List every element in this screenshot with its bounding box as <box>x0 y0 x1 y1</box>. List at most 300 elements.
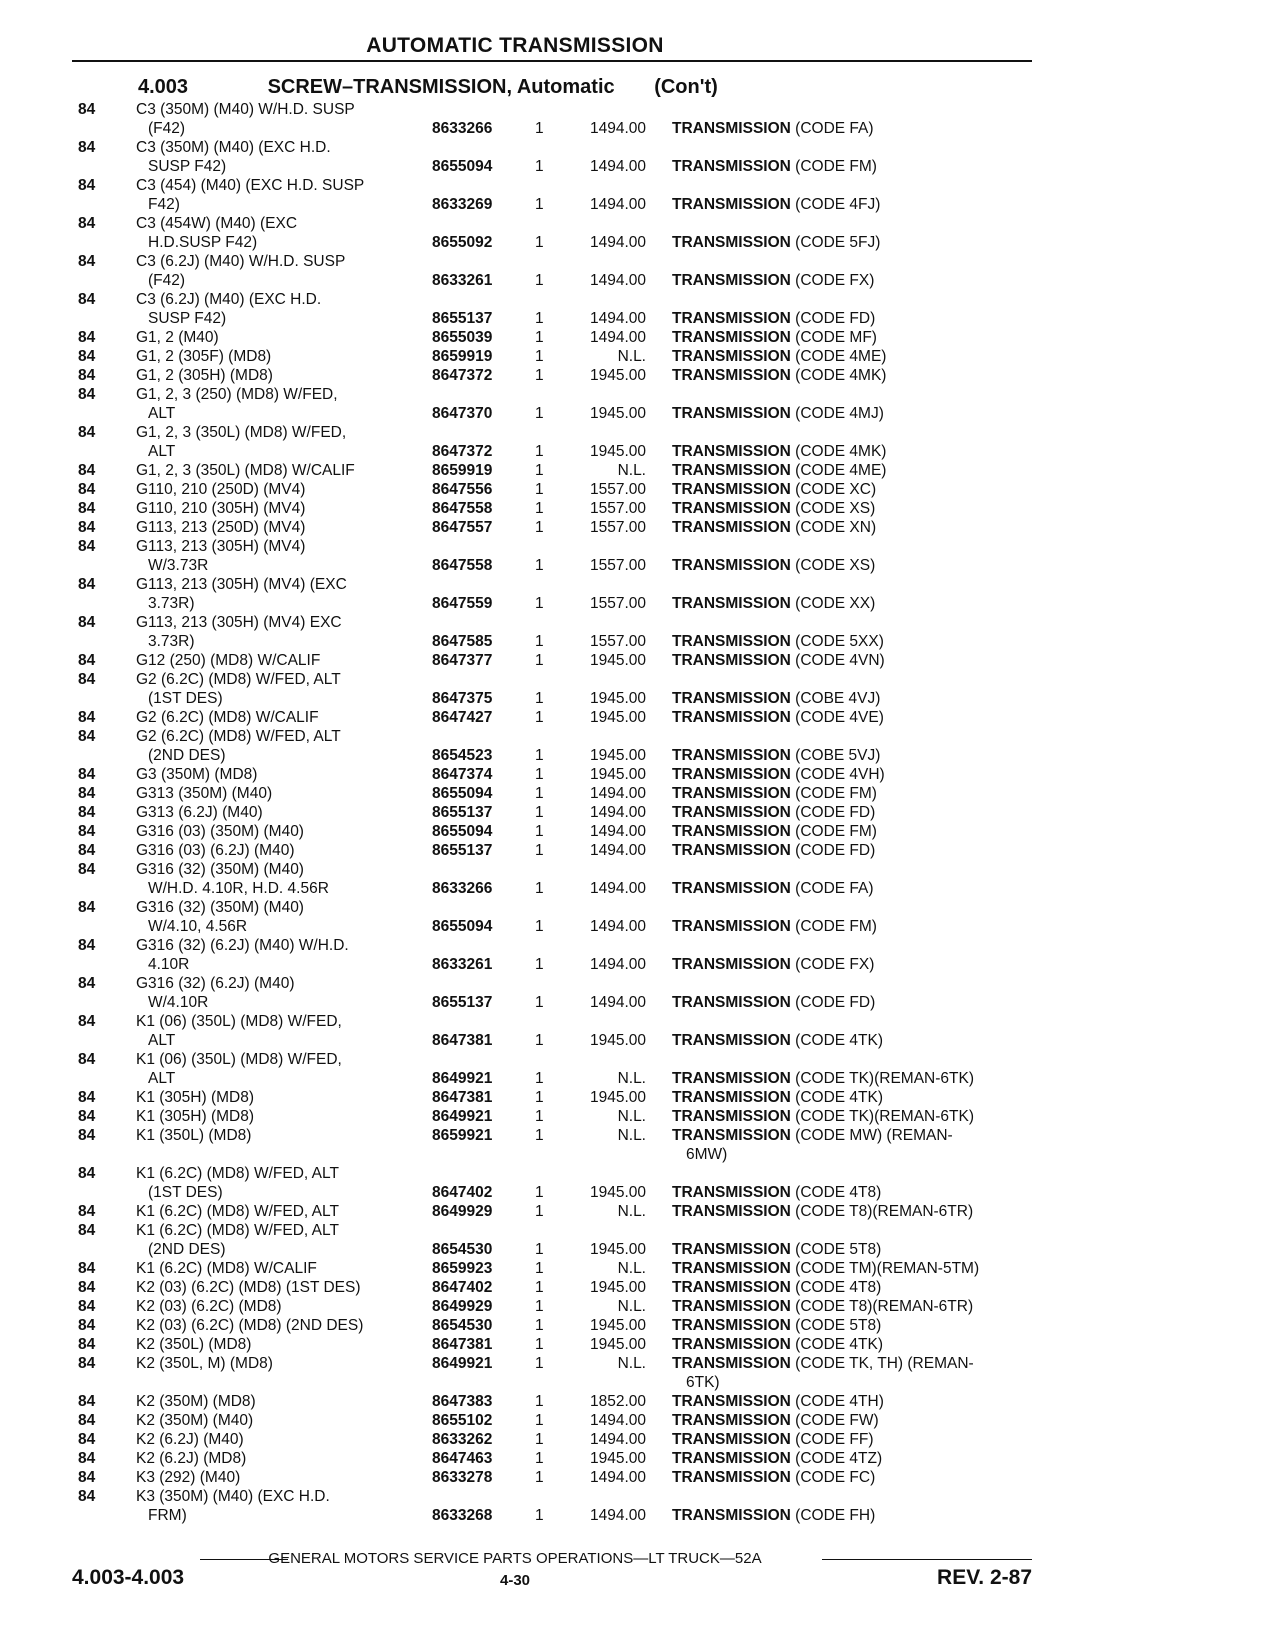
item-name: TRANSMISSION <box>672 1203 791 1220</box>
application-description: G1, 2, 3 (350L) (MD8) W/CALIF <box>136 462 355 479</box>
price: 1557.00 <box>589 500 646 517</box>
footer-section-range: 4.003-4.003 <box>72 1566 185 1589</box>
item-code: (CODE 4TZ) <box>795 1450 883 1467</box>
group-number: 84 <box>78 652 96 669</box>
item-code: (CODE 4FJ) <box>795 196 881 213</box>
part-number: 8649921 <box>432 1108 493 1125</box>
price: N.L. <box>617 1070 646 1087</box>
application-description-cont: (1ST DES) <box>148 1184 223 1201</box>
price: 1945.00 <box>589 1279 646 1296</box>
quantity: 1 <box>535 1355 544 1372</box>
application-description: C3 (454) (M40) (EXC H.D. SUSP <box>136 177 365 194</box>
application-description: K2 (6.2J) (MD8) <box>136 1450 247 1467</box>
title-rule <box>72 60 1032 62</box>
item-description <box>672 689 880 708</box>
item-code: (CODE FX) <box>795 956 875 973</box>
application-description: G316 (03) (6.2J) (M40) <box>136 842 295 859</box>
group-number: 84 <box>78 937 96 954</box>
price: 1945.00 <box>589 1241 646 1258</box>
price: 1494.00 <box>589 1507 646 1524</box>
price: 1494.00 <box>589 329 646 346</box>
item-code: (CODE FD) <box>795 842 876 859</box>
quantity: 1 <box>535 994 544 1011</box>
application-description: K2 (350L, M) (MD8) <box>136 1355 273 1372</box>
part-number: 8647558 <box>432 557 493 574</box>
group-number: 84 <box>78 1431 96 1448</box>
part-number: 8647558 <box>432 500 493 517</box>
quantity: 1 <box>535 785 544 802</box>
price: 1945.00 <box>589 1336 646 1353</box>
quantity: 1 <box>535 880 544 897</box>
group-number: 84 <box>78 1412 96 1429</box>
item-name: TRANSMISSION <box>672 785 791 802</box>
application-description: G316 (03) (350M) (M40) <box>136 823 304 840</box>
item-name: TRANSMISSION <box>672 1336 791 1353</box>
item-name: TRANSMISSION <box>672 633 791 650</box>
application-description: K2 (6.2J) (M40) <box>136 1431 244 1448</box>
price: 1945.00 <box>589 1317 646 1334</box>
item-code: (CODE 4ME) <box>795 348 887 365</box>
price: 1494.00 <box>589 1412 646 1429</box>
item-code: (CODE TK)(REMAN-6TK) <box>795 1108 974 1125</box>
group-number: 84 <box>78 975 96 992</box>
item-name: TRANSMISSION <box>672 462 791 479</box>
item-name: TRANSMISSION <box>672 842 791 859</box>
part-number: 8659919 <box>432 348 493 365</box>
quantity: 1 <box>535 1412 544 1429</box>
part-number: 8655137 <box>432 804 493 821</box>
application-description: C3 (6.2J) (M40) (EXC H.D. <box>136 291 322 308</box>
item-description <box>672 746 880 765</box>
item-description <box>672 879 874 898</box>
application-description: G2 (6.2C) (MD8) W/FED, ALT <box>136 728 341 745</box>
group-number: 84 <box>78 1127 96 1144</box>
part-number: 8647381 <box>432 1336 493 1353</box>
item-name: TRANSMISSION <box>672 348 791 365</box>
item-name: TRANSMISSION <box>672 1032 791 1049</box>
quantity: 1 <box>535 1317 544 1334</box>
price: N.L. <box>617 1298 646 1315</box>
application-description-cont: 4.10R <box>148 956 190 973</box>
quantity: 1 <box>535 1279 544 1296</box>
item-description <box>672 328 877 347</box>
item-name: TRANSMISSION <box>672 956 791 973</box>
quantity: 1 <box>535 652 544 669</box>
item-code: (CODE 5FJ) <box>795 234 881 251</box>
quantity: 1 <box>535 1203 544 1220</box>
item-description <box>672 480 876 499</box>
application-description-cont: ALT <box>148 443 176 460</box>
group-number: 84 <box>78 804 96 821</box>
item-name: TRANSMISSION <box>672 1355 791 1372</box>
item-code: (COBE 5VJ) <box>795 747 881 764</box>
section-continued: (Con't) <box>654 76 718 98</box>
item-name: TRANSMISSION <box>672 500 791 517</box>
item-description <box>672 461 886 480</box>
part-number: 8649921 <box>432 1070 493 1087</box>
part-number: 8647372 <box>432 443 493 460</box>
price: 1494.00 <box>589 1469 646 1486</box>
item-code-cont: 6TK) <box>686 1374 720 1391</box>
application-description-cont: W/4.10R <box>148 994 209 1011</box>
price: 1557.00 <box>589 519 646 536</box>
item-code: (CODE XX) <box>795 595 876 612</box>
item-description <box>672 1183 881 1202</box>
quantity: 1 <box>535 196 544 213</box>
application-description: K2 (03) (6.2C) (MD8) (2ND DES) <box>136 1317 364 1334</box>
quantity: 1 <box>535 918 544 935</box>
quantity: 1 <box>535 1089 544 1106</box>
application-description: G313 (350M) (M40) <box>136 785 273 802</box>
application-description: G316 (32) (350M) (M40) <box>136 861 304 878</box>
quantity: 1 <box>535 1127 544 1144</box>
application-description: K1 (305H) (MD8) <box>136 1108 254 1125</box>
group-number: 84 <box>78 576 96 593</box>
application-description: K1 (06) (350L) (MD8) W/FED, <box>136 1051 342 1068</box>
footer-page-number: 4-30 <box>499 1572 531 1589</box>
group-number: 84 <box>78 1393 96 1410</box>
group-number: 84 <box>78 1298 96 1315</box>
group-number: 84 <box>78 367 96 384</box>
part-number: 8655092 <box>432 234 493 251</box>
application-description: K1 (6.2C) (MD8) W/FED, ALT <box>136 1203 339 1220</box>
quantity: 1 <box>535 1260 544 1277</box>
item-code: (CODE 4MJ) <box>795 405 884 422</box>
application-description: G3 (350M) (MD8) <box>136 766 258 783</box>
group-number: 84 <box>78 1222 96 1239</box>
item-code: (CODE XS) <box>795 500 876 517</box>
item-description <box>672 651 885 670</box>
item-name: TRANSMISSION <box>672 1507 791 1524</box>
item-name: TRANSMISSION <box>672 158 791 175</box>
application-description: K2 (03) (6.2C) (MD8) (1ST DES) <box>136 1279 361 1296</box>
application-description-cont: SUSP F42) <box>148 158 227 175</box>
group-number: 84 <box>78 1165 96 1182</box>
group-number: 84 <box>78 348 96 365</box>
part-number: 8647557 <box>432 519 493 536</box>
item-description <box>672 1411 879 1430</box>
item-code: (CODE FH) <box>795 1507 876 1524</box>
price: 1494.00 <box>589 310 646 327</box>
item-description <box>672 594 875 613</box>
group-number: 84 <box>78 785 96 802</box>
application-description-cont: (1ST DES) <box>148 690 223 707</box>
item-description <box>672 1449 882 1468</box>
footer-publisher: GENERAL MOTORS SERVICE PARTS OPERATIONS—LT TRUCK—52A <box>268 1550 762 1567</box>
quantity: 1 <box>535 1241 544 1258</box>
price: 1494.00 <box>589 158 646 175</box>
application-description: K1 (305H) (MD8) <box>136 1089 254 1106</box>
item-name: TRANSMISSION <box>672 1108 791 1125</box>
item-code: (CODE 4TK) <box>795 1089 883 1106</box>
part-number: 8647585 <box>432 633 493 650</box>
group-number: 84 <box>78 177 96 194</box>
item-code: (CODE FC) <box>795 1469 876 1486</box>
application-description-cont: F42) <box>148 196 180 213</box>
application-description: K3 (350M) (M40) (EXC H.D. <box>136 1488 330 1505</box>
application-description: K3 (292) (M40) <box>136 1469 241 1486</box>
price: 1494.00 <box>589 120 646 137</box>
price: N.L. <box>617 1108 646 1125</box>
item-name: TRANSMISSION <box>672 1317 791 1334</box>
application-description-cont: ALT <box>148 405 176 422</box>
part-number: 8655137 <box>432 310 493 327</box>
item-name: TRANSMISSION <box>672 595 791 612</box>
group-number: 84 <box>78 709 96 726</box>
part-number: 8647556 <box>432 481 493 498</box>
item-code: (CODE 5T8) <box>795 1317 882 1334</box>
price: 1494.00 <box>589 196 646 213</box>
application-description: K2 (350M) (MD8) <box>136 1393 256 1410</box>
item-description <box>672 195 880 214</box>
part-number: 8633261 <box>432 272 493 289</box>
item-description <box>672 1088 883 1107</box>
part-number: 8633261 <box>432 956 493 973</box>
quantity: 1 <box>535 766 544 783</box>
item-name: TRANSMISSION <box>672 234 791 251</box>
item-description <box>672 1202 973 1221</box>
item-name: TRANSMISSION <box>672 823 791 840</box>
item-name: TRANSMISSION <box>672 443 791 460</box>
item-code: (CODE 4MK) <box>795 367 887 384</box>
item-code: (CODE FD) <box>795 994 876 1011</box>
group-number: 84 <box>78 1013 96 1030</box>
group-number: 84 <box>78 291 96 308</box>
section-number: 4.003 <box>138 76 189 98</box>
item-description <box>672 1335 883 1354</box>
item-code: (CODE 4T8) <box>795 1184 882 1201</box>
item-name: TRANSMISSION <box>672 994 791 1011</box>
part-number: 8659921 <box>432 1127 493 1144</box>
price: 1945.00 <box>589 1089 646 1106</box>
price: N.L. <box>617 348 646 365</box>
quantity: 1 <box>535 747 544 764</box>
quantity: 1 <box>535 956 544 973</box>
quantity: 1 <box>535 1469 544 1486</box>
application-description: C3 (6.2J) (M40) W/H.D. SUSP <box>136 253 346 270</box>
item-description <box>672 822 877 841</box>
group-number: 84 <box>78 671 96 688</box>
item-code: (CODE T8)(REMAN-6TR) <box>795 1203 974 1220</box>
footer-rule-right <box>822 1559 1032 1560</box>
quantity: 1 <box>535 1336 544 1353</box>
application-description: C3 (350M) (M40) (EXC H.D. <box>136 139 331 156</box>
part-number: 8647372 <box>432 367 493 384</box>
group-number: 84 <box>78 139 96 156</box>
item-code: (CODE FD) <box>795 804 876 821</box>
item-name: TRANSMISSION <box>672 1469 791 1486</box>
quantity: 1 <box>535 709 544 726</box>
item-code: (CODE FF) <box>795 1431 874 1448</box>
item-name: TRANSMISSION <box>672 1393 791 1410</box>
price: 1557.00 <box>589 557 646 574</box>
quantity: 1 <box>535 234 544 251</box>
quantity: 1 <box>535 1184 544 1201</box>
quantity: 1 <box>535 690 544 707</box>
item-code: (CODE 4TK) <box>795 1032 883 1049</box>
group-number: 84 <box>78 1108 96 1125</box>
item-description <box>672 1259 979 1278</box>
group-number: 84 <box>78 899 96 916</box>
part-number: 8655102 <box>432 1412 493 1429</box>
price: 1945.00 <box>589 443 646 460</box>
application-description: G113, 213 (305H) (MV4) (EXC <box>136 576 347 593</box>
item-description <box>672 366 886 385</box>
application-description: G1, 2 (305H) (MD8) <box>136 367 273 384</box>
part-number: 8647381 <box>432 1089 493 1106</box>
application-description: K2 (350M) (M40) <box>136 1412 254 1429</box>
application-description: G1, 2 (305F) (MD8) <box>136 348 272 365</box>
item-code: (CODE FM) <box>795 785 877 802</box>
item-description <box>672 309 875 328</box>
item-description <box>672 1468 875 1487</box>
group-number: 84 <box>78 728 96 745</box>
part-number: 8647374 <box>432 766 493 783</box>
group-number: 84 <box>78 1488 96 1505</box>
group-number: 84 <box>78 101 96 118</box>
price: 1945.00 <box>589 690 646 707</box>
item-code: (CODE 5T8) <box>795 1241 882 1258</box>
item-code: (CODE FA) <box>795 120 874 137</box>
item-code: (CODE MF) <box>795 329 877 346</box>
part-number: 8655137 <box>432 994 493 1011</box>
application-description-cont: SUSP F42) <box>148 310 227 327</box>
footer-revision: REV. 2-87 <box>937 1566 1032 1589</box>
item-name: TRANSMISSION <box>672 652 791 669</box>
quantity: 1 <box>535 481 544 498</box>
group-number: 84 <box>78 1089 96 1106</box>
group-number: 84 <box>78 1051 96 1068</box>
item-name: TRANSMISSION <box>672 880 791 897</box>
price: 1945.00 <box>589 747 646 764</box>
group-number: 84 <box>78 386 96 403</box>
part-number: 8655137 <box>432 842 493 859</box>
group-number: 84 <box>78 1336 96 1353</box>
group-number: 84 <box>78 823 96 840</box>
price: 1494.00 <box>589 785 646 802</box>
application-description: G2 (6.2C) (MD8) W/CALIF <box>136 709 319 726</box>
group-number: 84 <box>78 861 96 878</box>
quantity: 1 <box>535 329 544 346</box>
application-description-cont: 3.73R) <box>148 595 195 612</box>
quantity: 1 <box>535 405 544 422</box>
quantity: 1 <box>535 1108 544 1125</box>
price: 1494.00 <box>589 1431 646 1448</box>
group-number: 84 <box>78 842 96 859</box>
part-number: 8649921 <box>432 1355 493 1372</box>
item-code: (CODE 4MK) <box>795 443 887 460</box>
item-description <box>672 841 875 860</box>
application-description: K1 (6.2C) (MD8) W/FED, ALT <box>136 1222 339 1239</box>
price: 1945.00 <box>589 766 646 783</box>
item-description <box>672 1069 974 1088</box>
item-description <box>672 632 884 651</box>
item-code: (CODE 4ME) <box>795 462 887 479</box>
page-title: AUTOMATIC TRANSMISSION <box>366 34 664 57</box>
application-description: K2 (03) (6.2C) (MD8) <box>136 1298 282 1315</box>
quantity: 1 <box>535 633 544 650</box>
item-code: (CODE 4T8) <box>795 1279 882 1296</box>
item-description <box>672 1278 881 1297</box>
item-code: (CODE FM) <box>795 918 877 935</box>
application-description: G113, 213 (305H) (MV4) <box>136 538 306 555</box>
item-name: TRANSMISSION <box>672 1431 791 1448</box>
price: 1494.00 <box>589 918 646 935</box>
item-name: TRANSMISSION <box>672 1279 791 1296</box>
part-number: 8654523 <box>432 747 493 764</box>
item-description <box>672 803 875 822</box>
price: 1557.00 <box>589 481 646 498</box>
group-number: 84 <box>78 1203 96 1220</box>
group-number: 84 <box>78 1450 96 1467</box>
application-description: G1, 2, 3 (250) (MD8) W/FED, <box>136 386 338 403</box>
application-description-cont: W/H.D. 4.10R, H.D. 4.56R <box>148 880 329 897</box>
price: 1494.00 <box>589 272 646 289</box>
application-description-cont: W/3.73R <box>148 557 209 574</box>
price: 1494.00 <box>589 842 646 859</box>
part-number: 8655094 <box>432 918 493 935</box>
price: 1852.00 <box>589 1393 646 1410</box>
quantity: 1 <box>535 823 544 840</box>
item-name: TRANSMISSION <box>672 1127 791 1144</box>
item-description <box>672 1430 874 1449</box>
price: 1945.00 <box>589 1032 646 1049</box>
application-description: C3 (350M) (M40) W/H.D. SUSP <box>136 101 355 118</box>
item-description <box>672 1316 881 1335</box>
item-code: (CODE 5XX) <box>795 633 884 650</box>
part-number: 8633269 <box>432 196 493 213</box>
application-description-cont: (F42) <box>148 272 186 289</box>
item-code: (CODE FA) <box>795 880 874 897</box>
quantity: 1 <box>535 120 544 137</box>
item-description <box>672 1506 875 1525</box>
item-code: (CODE TK, TH) (REMAN- <box>795 1355 974 1372</box>
group-number: 84 <box>78 424 96 441</box>
item-description <box>672 442 886 461</box>
item-name: TRANSMISSION <box>672 1298 791 1315</box>
item-name: TRANSMISSION <box>672 918 791 935</box>
application-description: G1, 2, 3 (350L) (MD8) W/FED, <box>136 424 347 441</box>
quantity: 1 <box>535 519 544 536</box>
application-description: G316 (32) (350M) (M40) <box>136 899 304 916</box>
item-name: TRANSMISSION <box>672 196 791 213</box>
group-number: 84 <box>78 1469 96 1486</box>
price: 1494.00 <box>589 804 646 821</box>
item-description <box>672 157 877 176</box>
quantity: 1 <box>535 595 544 612</box>
item-code: (COBE 4VJ) <box>795 690 881 707</box>
price: 1945.00 <box>589 1450 646 1467</box>
item-name: TRANSMISSION <box>672 1450 791 1467</box>
item-code: (CODE FX) <box>795 272 875 289</box>
item-name: TRANSMISSION <box>672 766 791 783</box>
group-number: 84 <box>78 1260 96 1277</box>
item-name: TRANSMISSION <box>672 310 791 327</box>
part-number: 8659923 <box>432 1260 493 1277</box>
item-name: TRANSMISSION <box>672 1241 791 1258</box>
part-number: 8655039 <box>432 329 493 346</box>
item-code: (CODE T8)(REMAN-6TR) <box>795 1298 974 1315</box>
group-number: 84 <box>78 1317 96 1334</box>
application-description: C3 (454W) (M40) (EXC <box>136 215 298 232</box>
item-description <box>672 1354 974 1373</box>
item-description <box>672 708 884 727</box>
quantity: 1 <box>535 500 544 517</box>
price: N.L. <box>617 1203 646 1220</box>
application-description: G113, 213 (250D) (MV4) <box>136 519 306 536</box>
part-number: 8654530 <box>432 1241 493 1258</box>
application-description: K1 (6.2C) (MD8) W/FED, ALT <box>136 1165 339 1182</box>
